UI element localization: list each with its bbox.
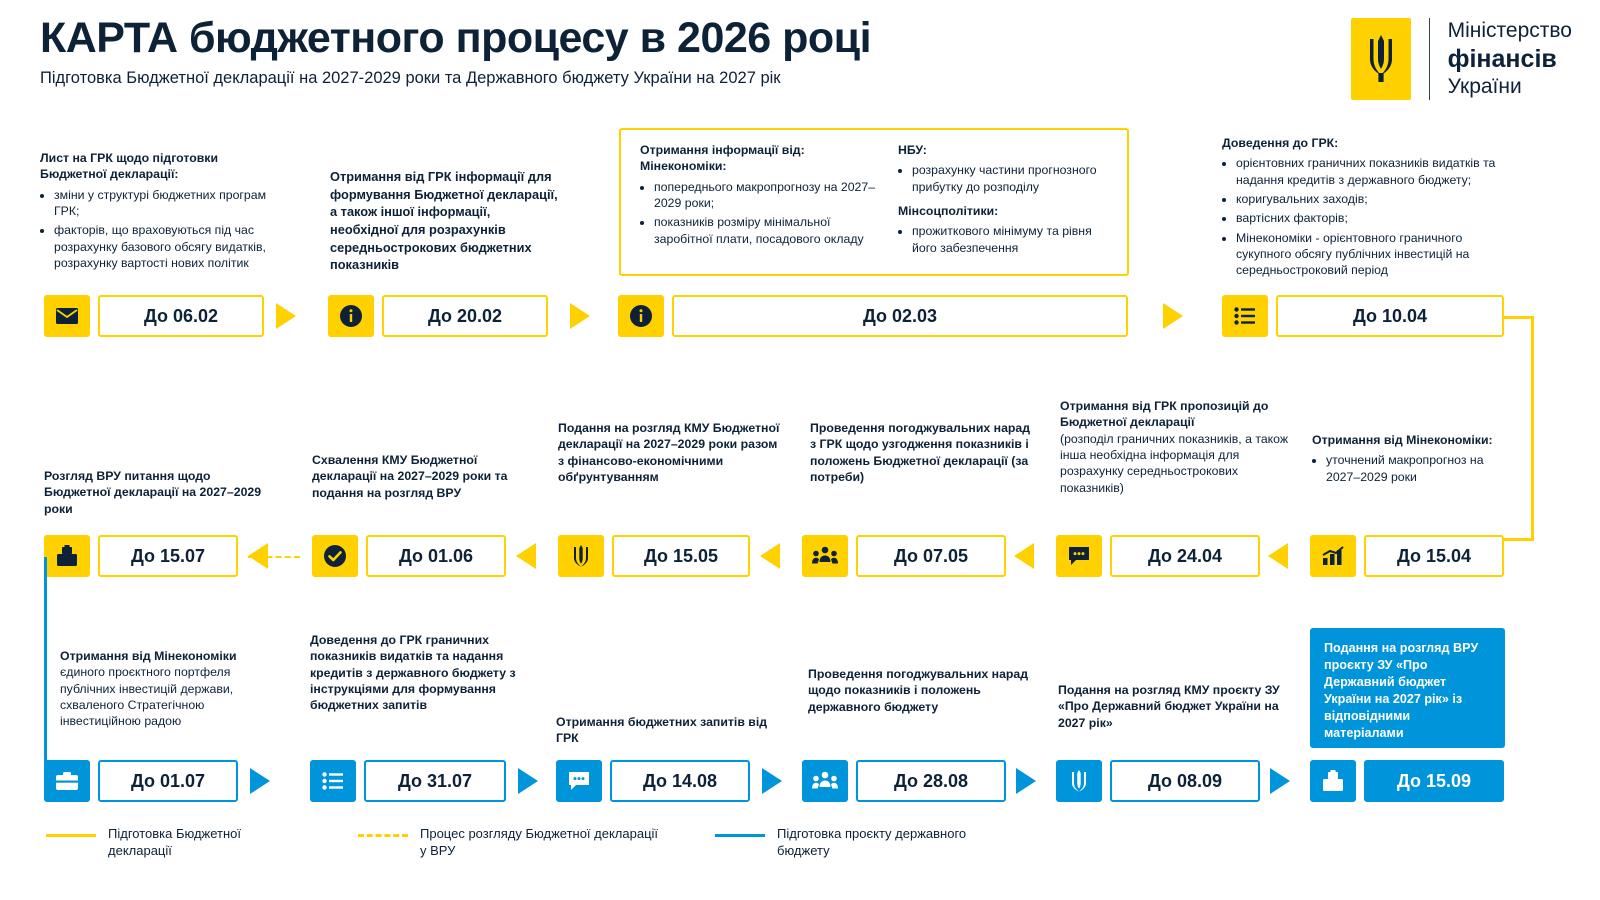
- people-meeting-icon: [802, 760, 848, 802]
- row1-block4: [1222, 135, 1512, 282]
- row1-arrow-3: [1163, 303, 1183, 329]
- people-meeting-icon: [802, 535, 848, 577]
- check-circle-icon: [312, 535, 358, 577]
- row1-block4-item: • коригувальних заходів;: [1236, 191, 1512, 207]
- legend-label-3: Підготовка проєкту державного бюджету: [777, 826, 967, 858]
- row1-date-4: До 10.04: [1276, 295, 1504, 337]
- row2-block5: [1060, 398, 1292, 496]
- row1-block3-col2: [898, 142, 1113, 259]
- row1-block3-col2-item-b: • прожиткового мінімуму та рівня його забезпечення: [912, 223, 1113, 256]
- page-subtitle: Підготовка Бюджетної декларації на 2027-2029 роки та Державного бюджету України на 2027 рік: [40, 69, 781, 88]
- connector-r2-r3: [44, 557, 47, 762]
- row1-block4-item: • Мінекономіки - орієнтовного граничного сукупного обсягу публічних інвестицій на середньостроковий період: [1236, 230, 1512, 279]
- row3-block5: [1058, 682, 1280, 731]
- row1-arrow-1: [276, 303, 296, 329]
- brand-text: [1448, 18, 1572, 100]
- page-title: КАРТА бюджетного процесу в 2026 році: [40, 14, 872, 62]
- ministry-brand: [1351, 18, 1572, 100]
- row1-block3-col1-item: • показників розміру мінімальної заробітної плати, посадового окладу: [654, 214, 890, 247]
- connector-r1-down: [1531, 316, 1534, 541]
- row3-arrow-1: [250, 768, 270, 794]
- row3-block1: [60, 648, 282, 730]
- envelope-icon: [44, 295, 90, 337]
- connector-r1-right: [1502, 316, 1534, 319]
- row1-block3-col2-title-b: Мінсоцполітики:: [898, 204, 999, 219]
- row1-block3-col1: [640, 142, 890, 250]
- list-icon: [310, 760, 356, 802]
- row1-block1-item: • факторів, що враховуються під час розрахунку базового обсягу видатків, розрахунку вартості нових політик: [54, 222, 285, 271]
- row1-block3-col2-item-a: • розрахунку частини прогнозного прибутку до розподілу: [912, 162, 1113, 195]
- info-icon: [618, 295, 664, 337]
- connector-r2-in: [1504, 538, 1534, 541]
- row3-block1-heading: Отримання від Мінекономіки: [60, 649, 237, 663]
- legend-swatch-solid-blue: [715, 834, 765, 837]
- row2-block3-heading: Подання на розгляд КМУ Бюджетної декларації на 2027–2029 роки разом з фінансово-економічними обґрунтуванням: [558, 421, 780, 485]
- legend-item-3: [715, 826, 977, 860]
- row2-block3: [558, 420, 786, 485]
- row1-block3-col1-item: • попереднього макропрогнозу на 2027–2029 роки;: [654, 179, 890, 212]
- row3-block6-heading: Подання на розгляд ВРУ проєкту ЗУ «Про Державний бюджет України на 2027 рік» із відповідними матеріалами: [1324, 641, 1479, 740]
- row1-block3-col1-title: Мінекономіки:: [640, 159, 727, 174]
- legend: [46, 826, 977, 860]
- row2-block2: [312, 452, 534, 501]
- row3-date-6: До 15.09: [1364, 760, 1504, 802]
- trident-icon: [1056, 760, 1102, 802]
- row3-date-5: До 08.09: [1110, 760, 1260, 802]
- ballot-box-icon: [44, 535, 90, 577]
- page-header: [40, 16, 1560, 88]
- row1-date-3: До 02.03: [672, 295, 1128, 337]
- row2-date-2: До 01.06: [366, 535, 506, 577]
- brand-line-1: Міністерство: [1447, 19, 1572, 43]
- row1-block1-item: • зміни у структурі бюджетних програм ГРК;: [54, 187, 285, 220]
- row3-block5-heading: Подання на розгляд КМУ проєкту ЗУ «Про Державний бюджет України на 2027 рік»: [1058, 683, 1280, 730]
- chat-icon: [1056, 535, 1102, 577]
- row2-arrow-3: [760, 543, 780, 569]
- row3-arrow-3: [762, 768, 782, 794]
- row1-date-1: До 06.02: [98, 295, 264, 337]
- chart-growth-icon: [1310, 535, 1356, 577]
- row2-block1-heading: Розгляд ВРУ питання щодо Бюджетної декларації на 2027–2029 роки: [44, 469, 262, 516]
- row2-date-3: До 15.05: [612, 535, 750, 577]
- row3-date-1: До 01.07: [98, 760, 238, 802]
- ukraine-trident-emblem-icon: [1351, 18, 1411, 100]
- info-icon: [328, 295, 374, 337]
- row1-block4-item: • вартісних факторів;: [1236, 210, 1512, 226]
- briefcase-icon: [44, 760, 90, 802]
- row2-arrow-5: [1268, 543, 1288, 569]
- row1-date-2: До 20.02: [382, 295, 548, 337]
- row1-arrow-2: [570, 303, 590, 329]
- row2-block4: [810, 420, 1032, 485]
- row2-block4-heading: Проведення погоджувальних нарад з ГРК щодо узгодження показників і положень Бюджетної декларації (за потреби): [810, 421, 1031, 485]
- row3-arrow-2: [518, 768, 538, 794]
- row3-block2: [310, 632, 532, 714]
- chat-icon: [556, 760, 602, 802]
- row2-date-4: До 07.05: [856, 535, 1006, 577]
- legend-swatch-solid-yellow: [46, 834, 96, 837]
- legend-label-2: Процес розгляду Бюджетної декларації у ВРУ: [420, 826, 659, 858]
- row3-block3: [556, 714, 778, 747]
- list-icon: [1222, 295, 1268, 337]
- row2-block6-heading: Отримання від Мінекономіки:: [1312, 433, 1493, 447]
- trident-icon: [558, 535, 604, 577]
- row2-block5-heading: Отримання від ГРК пропозицій до Бюджетної декларації: [1060, 399, 1269, 430]
- row3-block3-heading: Отримання бюджетних запитів від ГРК: [556, 715, 768, 746]
- brand-line-3: України: [1447, 75, 1522, 99]
- legend-item-1: [46, 826, 308, 860]
- row2-block1: [44, 468, 274, 517]
- row1-block1-heading: Лист на ГРК щодо підготовки Бюджетної декларації:: [40, 151, 218, 182]
- legend-item-2: [358, 826, 665, 860]
- row1-block2-heading: Отримання від ГРК інформації для формування Бюджетної декларації, а також іншої інформації, необхідної для розрахунків середньострокових бюджетних показників: [330, 169, 558, 273]
- row2-arrow-dashed-head: [248, 543, 268, 569]
- row2-date-6: До 15.04: [1364, 535, 1504, 577]
- ballot-box-icon: [1310, 760, 1356, 802]
- row2-block5-note: (розподіл граничних показників, а також інша необхідна інформація для розрахунку середньострокових показників): [1060, 431, 1289, 495]
- row2-date-1: До 15.07: [98, 535, 238, 577]
- row3-date-3: До 14.08: [610, 760, 750, 802]
- row2-block6-item: • уточнений макропрогноз на 2027–2029 роки: [1326, 452, 1502, 485]
- row3-block1-rest: єдиного проєктного портфеля публічних інвестицій держави, схваленого Стратегічною інвестиційною радою: [60, 665, 234, 729]
- legend-swatch-dashed-yellow: [358, 834, 408, 837]
- row3-arrow-5: [1270, 768, 1290, 794]
- row1-block3-col2-title-a: НБУ:: [898, 143, 927, 157]
- row1-block2: [330, 168, 560, 274]
- row2-arrow-2: [516, 543, 536, 569]
- row1-block4-heading: Доведення до ГРК:: [1222, 136, 1339, 150]
- row3-block6-card: [1310, 628, 1505, 748]
- row3-date-4: До 28.08: [856, 760, 1006, 802]
- brand-divider: [1429, 18, 1430, 100]
- row3-block1-text: [60, 649, 237, 728]
- row3-date-2: До 31.07: [364, 760, 506, 802]
- row1-block3-heading: Отримання інформації від:: [640, 143, 805, 157]
- brand-line-2: фінансів: [1447, 44, 1557, 73]
- row3-block4: [808, 666, 1034, 715]
- legend-label-1: Підготовка Бюджетної декларації: [108, 826, 242, 858]
- row3-block4-heading: Проведення погоджувальних нарад щодо показників і положень державного бюджету: [808, 667, 1029, 714]
- row2-block2-heading: Схвалення КМУ Бюджетної декларації на 2027–2029 роки та подання на розгляд ВРУ: [312, 453, 508, 500]
- row2-block6: [1312, 432, 1502, 488]
- row1-block4-item: • орієнтовних граничних показників видатків та надання кредитів з державного бюджету;: [1236, 155, 1512, 188]
- row2-arrow-4: [1014, 543, 1034, 569]
- row2-date-5: До 24.04: [1110, 535, 1260, 577]
- row1-block1: [40, 150, 285, 274]
- row3-block2-heading: Доведення до ГРК граничних показників видатків та надання кредитів з державного бюджету з інструкціями для формування бюджетних запитів: [310, 633, 516, 713]
- row3-arrow-4: [1016, 768, 1036, 794]
